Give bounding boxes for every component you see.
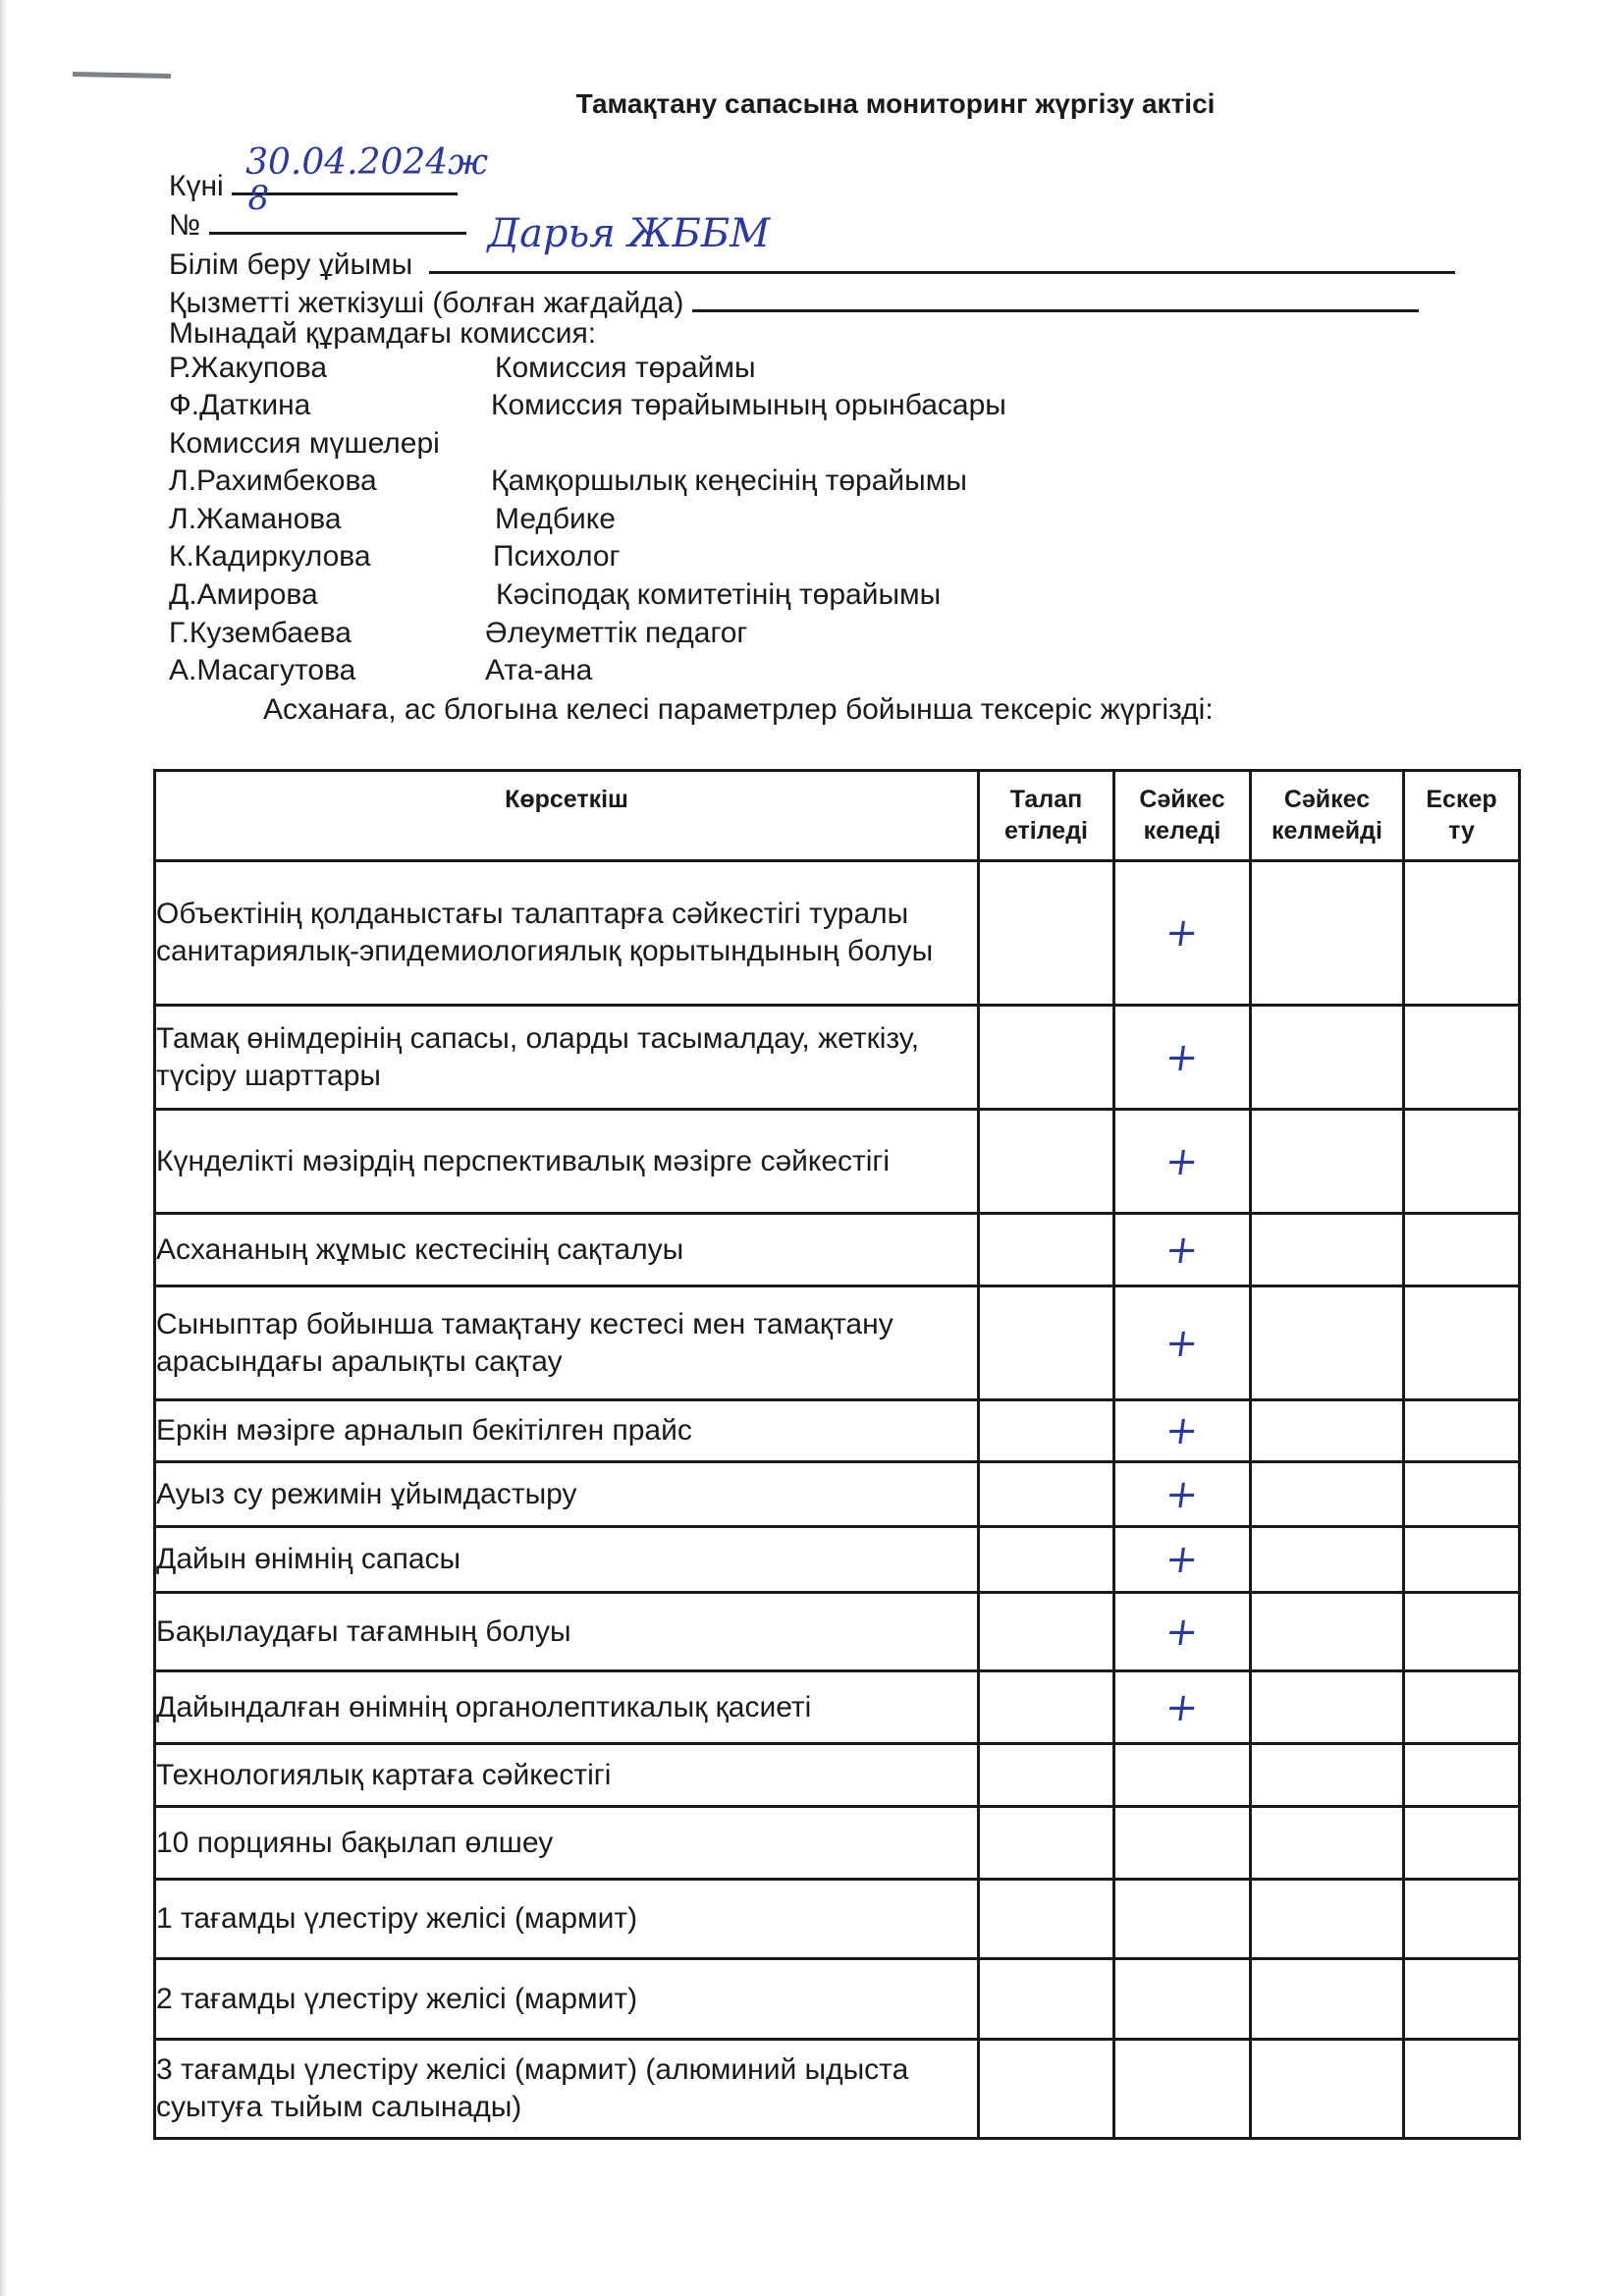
noncompliant-cell[interactable] bbox=[1251, 1400, 1404, 1462]
checkmark-plus-icon: + bbox=[1163, 1684, 1202, 1730]
indicator-cell: Бақылаудағы тағамның болуы bbox=[155, 1593, 979, 1671]
indicator-cell: Объектінің қолданыстағы талаптарға сәйкестігі туралы санитариялық-эпидемиологиялық қорытындының болуы bbox=[155, 861, 979, 1006]
checkmark-plus-icon: + bbox=[1163, 1471, 1202, 1517]
required-cell[interactable] bbox=[979, 1214, 1114, 1286]
compliant-cell[interactable] bbox=[1114, 1006, 1251, 1110]
table-row bbox=[155, 1006, 1520, 1110]
compliant-cell[interactable] bbox=[1114, 861, 1251, 1006]
required-cell[interactable] bbox=[979, 1744, 1114, 1807]
member-role: Әлеуметтік педагог bbox=[485, 617, 748, 649]
scan-edge bbox=[0, 0, 8, 2296]
table-row bbox=[155, 1671, 1520, 1744]
indicator-cell: 10 порцияны бақылап өлшеу bbox=[155, 1807, 979, 1880]
table-row bbox=[155, 2040, 1520, 2139]
indicator-cell: 2 тағамды үлестіру желісі (мармит) bbox=[155, 1959, 979, 2040]
note-cell[interactable] bbox=[1404, 1744, 1520, 1807]
compliant-cell[interactable] bbox=[1114, 1880, 1251, 1959]
indicator-cell: 1 тағамды үлестіру желісі (мармит) bbox=[155, 1880, 979, 1959]
date-line bbox=[169, 142, 489, 204]
noncompliant-cell[interactable] bbox=[1251, 2040, 1404, 2139]
col-header-indicator: Көрсеткіш bbox=[155, 771, 979, 861]
note-cell[interactable] bbox=[1404, 1593, 1520, 1671]
indicator-cell: Дайындалған өнімнің органолептикалық қасиеті bbox=[155, 1671, 979, 1744]
number-label: № bbox=[169, 209, 201, 242]
indicator-cell: 3 тағамды үлестіру желісі (мармит) (алюминий ыдыста суытуға тыйым салынады) bbox=[155, 2040, 979, 2139]
required-cell[interactable] bbox=[979, 1400, 1114, 1462]
note-cell[interactable] bbox=[1404, 1880, 1520, 1959]
checkmark-plus-icon: + bbox=[1163, 1138, 1202, 1184]
note-cell[interactable] bbox=[1404, 1959, 1520, 2040]
noncompliant-cell[interactable] bbox=[1251, 1807, 1404, 1880]
indicator-cell: Еркін мәзірге арналып бекітілген прайс bbox=[155, 1400, 979, 1462]
member-name: Ф.Даткина bbox=[169, 389, 311, 421]
member-name: К.Кадиркулова bbox=[169, 540, 371, 573]
member-name: Л.Рахимбекова bbox=[169, 465, 377, 497]
required-cell[interactable] bbox=[979, 2040, 1114, 2139]
indicator-cell: Ауыз су режимін ұйымдастыру bbox=[155, 1462, 979, 1527]
date-label: Күні bbox=[169, 170, 224, 202]
provider-line bbox=[169, 280, 1419, 321]
compliant-cell[interactable] bbox=[1114, 1744, 1251, 1807]
member-name: Л.Жаманова bbox=[169, 503, 342, 535]
member-role: Психолог bbox=[493, 540, 621, 573]
note-cell[interactable] bbox=[1404, 1462, 1520, 1527]
indicator-cell: Сыныптар бойынша тамақтану кестесі мен тамақтану арасындағы аралықты сақтау bbox=[155, 1286, 979, 1400]
note-cell[interactable] bbox=[1404, 1214, 1520, 1286]
required-cell[interactable] bbox=[979, 861, 1114, 1006]
note-cell[interactable] bbox=[1404, 1527, 1520, 1593]
compliant-cell[interactable] bbox=[1114, 1807, 1251, 1880]
required-cell[interactable] bbox=[979, 1880, 1114, 1959]
member-name: Г.Кузембаева bbox=[169, 617, 352, 649]
noncompliant-cell[interactable] bbox=[1251, 1959, 1404, 2040]
required-cell[interactable] bbox=[979, 1807, 1114, 1880]
checkmark-plus-icon: + bbox=[1163, 910, 1202, 956]
table-header-row bbox=[155, 771, 1520, 861]
required-cell[interactable] bbox=[979, 1593, 1114, 1671]
checkmark-plus-icon: + bbox=[1163, 1408, 1202, 1453]
provider-field[interactable] bbox=[692, 280, 1419, 312]
staple-mark bbox=[73, 72, 171, 79]
table-row bbox=[155, 1880, 1520, 1959]
table-row bbox=[155, 1959, 1520, 2040]
compliant-cell[interactable] bbox=[1114, 1400, 1251, 1462]
checkmark-plus-icon: + bbox=[1163, 1609, 1202, 1655]
compliant-cell[interactable] bbox=[1114, 1671, 1251, 1744]
required-cell[interactable] bbox=[979, 1959, 1114, 2040]
table-row bbox=[155, 1286, 1520, 1400]
noncompliant-cell[interactable] bbox=[1251, 1110, 1404, 1214]
col-header-compliant: Сәйкес келеді bbox=[1114, 771, 1251, 861]
required-cell[interactable] bbox=[979, 1286, 1114, 1400]
indicator-cell: Тамақ өнімдерінің сапасы, оларды тасымалдау, жеткізу, түсіру шарттары bbox=[155, 1006, 979, 1110]
compliant-cell[interactable] bbox=[1114, 2040, 1251, 2139]
noncompliant-cell[interactable] bbox=[1251, 1880, 1404, 1959]
table-row bbox=[155, 861, 1520, 1006]
noncompliant-cell[interactable] bbox=[1251, 1527, 1404, 1593]
table-row bbox=[155, 1214, 1520, 1286]
note-cell[interactable] bbox=[1404, 1807, 1520, 1880]
note-cell[interactable] bbox=[1404, 1671, 1520, 1744]
note-cell[interactable] bbox=[1404, 1286, 1520, 1400]
document-title: Тамақтану сапасына мониторинг жүргізу актісі bbox=[575, 88, 1216, 119]
organization-label: Білім беру ұйымы bbox=[169, 248, 413, 281]
number-field[interactable] bbox=[209, 179, 466, 235]
noncompliant-cell[interactable] bbox=[1251, 1286, 1404, 1400]
table-row bbox=[155, 1593, 1520, 1671]
col-header-note: Ескер ту bbox=[1404, 771, 1520, 861]
note-cell[interactable] bbox=[1404, 1110, 1520, 1214]
required-cell[interactable] bbox=[979, 1110, 1114, 1214]
member-name: Р.Жакупова bbox=[169, 352, 328, 384]
commission-intro: Мынадай құрамдағы комиссия: bbox=[169, 317, 597, 350]
organization-field[interactable] bbox=[429, 211, 1455, 274]
date-value: 30.04.2024ж bbox=[245, 142, 489, 183]
member-role: Комиссия төрайымының орынбасары bbox=[491, 389, 1006, 421]
compliant-cell[interactable] bbox=[1114, 1286, 1251, 1400]
note-cell[interactable] bbox=[1404, 2040, 1520, 2139]
indicator-cell: Дайын өнімнің сапасы bbox=[155, 1527, 979, 1593]
noncompliant-cell[interactable] bbox=[1251, 1462, 1404, 1527]
table-row bbox=[155, 1110, 1520, 1214]
required-cell[interactable] bbox=[979, 1671, 1114, 1744]
number-value: 8 bbox=[247, 179, 270, 218]
compliant-cell[interactable] bbox=[1114, 1214, 1251, 1286]
checkmark-plus-icon: + bbox=[1163, 1320, 1202, 1366]
table-row bbox=[155, 1744, 1520, 1807]
note-cell[interactable] bbox=[1404, 1400, 1520, 1462]
indicator-cell: Асхананың жұмыс кестесінің сақталуы bbox=[155, 1214, 979, 1286]
checklist-table bbox=[153, 769, 1521, 2140]
compliant-cell[interactable] bbox=[1114, 1959, 1251, 2040]
table-row bbox=[155, 1400, 1520, 1462]
compliant-cell[interactable] bbox=[1114, 1462, 1251, 1527]
member-role: Ата-ана bbox=[485, 654, 593, 686]
note-cell[interactable] bbox=[1404, 861, 1520, 1006]
checkmark-plus-icon: + bbox=[1163, 1227, 1202, 1273]
noncompliant-cell[interactable] bbox=[1251, 1593, 1404, 1671]
col-header-required: Талап етіледі bbox=[979, 771, 1114, 861]
noncompliant-cell[interactable] bbox=[1251, 1006, 1404, 1110]
noncompliant-cell[interactable] bbox=[1251, 1214, 1404, 1286]
check-intro: Асханаға, ас блогына келесі параметрлер бойынша тексеріс жүргізді: bbox=[263, 693, 1214, 726]
organization-value: Дарья ЖББМ bbox=[487, 211, 771, 256]
checkmark-plus-icon: + bbox=[1163, 1537, 1202, 1582]
noncompliant-cell[interactable] bbox=[1251, 1671, 1404, 1744]
required-cell[interactable] bbox=[979, 1527, 1114, 1593]
required-cell[interactable] bbox=[979, 1006, 1114, 1110]
member-role: Комиссия төраймы bbox=[495, 352, 756, 384]
provider-label: Қызметті жеткізуші (болған жағдайда) bbox=[169, 287, 684, 319]
member-name: А.Масагутова bbox=[169, 654, 356, 686]
member-name: Д.Амирова bbox=[169, 578, 318, 611]
member-role: Кәсіподақ комитетінің төрайымы bbox=[496, 578, 942, 611]
required-cell[interactable] bbox=[979, 1462, 1114, 1527]
member-role: Қамқоршылық кеңесінің төрайымы bbox=[491, 465, 967, 497]
noncompliant-cell[interactable] bbox=[1251, 1744, 1404, 1807]
table-row bbox=[155, 1527, 1520, 1593]
col-header-noncompliant: Сәйкес келмейді bbox=[1251, 771, 1404, 861]
indicator-cell: Күнделікті мәзірдің перспективалық мәзірге сәйкестігі bbox=[155, 1110, 979, 1214]
noncompliant-cell[interactable] bbox=[1251, 861, 1404, 1006]
compliant-cell[interactable] bbox=[1114, 1527, 1251, 1593]
indicator-cell: Технологиялық картаға сәйкестігі bbox=[155, 1744, 979, 1807]
compliant-cell[interactable] bbox=[1114, 1110, 1251, 1214]
member-role: Медбике bbox=[495, 503, 616, 535]
checkmark-plus-icon: + bbox=[1163, 1034, 1202, 1080]
table-row bbox=[155, 1462, 1520, 1527]
note-cell[interactable] bbox=[1404, 1006, 1520, 1110]
compliant-cell[interactable] bbox=[1114, 1593, 1251, 1671]
table-row bbox=[155, 1807, 1520, 1880]
